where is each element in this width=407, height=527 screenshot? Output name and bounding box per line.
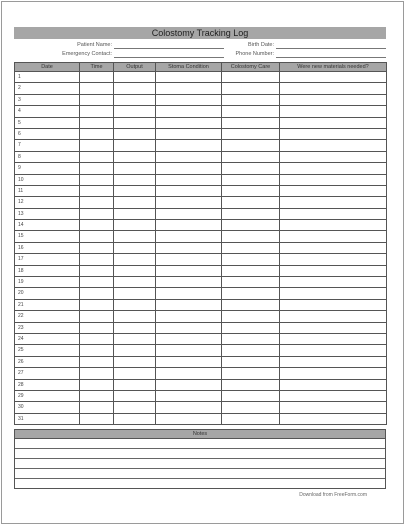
stoma-condition-cell[interactable]: [156, 185, 222, 196]
new-materials-cell[interactable]: [280, 413, 387, 424]
stoma-condition-cell[interactable]: [156, 311, 222, 322]
table-row: [15, 299, 387, 310]
emergency-contact-label: Emergency Contact:: [62, 51, 112, 57]
time-cell[interactable]: [80, 368, 114, 379]
table-row: [15, 311, 387, 322]
new-materials-cell[interactable]: [280, 94, 387, 105]
table-row: [15, 254, 387, 265]
time-cell[interactable]: [80, 140, 114, 151]
table-row: [15, 94, 387, 105]
new-materials-cell[interactable]: [280, 254, 387, 265]
day-number: 10: [18, 176, 24, 183]
notes-line: [15, 448, 385, 449]
colostomy-care-cell[interactable]: [222, 322, 280, 333]
date-cell[interactable]: [15, 356, 80, 367]
birth-date-label: Birth Date:: [248, 42, 274, 48]
time-cell[interactable]: [80, 277, 114, 288]
table-row: [15, 277, 387, 288]
time-cell[interactable]: [80, 106, 114, 117]
new-materials-cell[interactable]: [280, 299, 387, 310]
date-cell[interactable]: [15, 333, 80, 344]
time-cell[interactable]: [80, 413, 114, 424]
time-cell[interactable]: [80, 220, 114, 231]
colostomy-care-cell[interactable]: [222, 208, 280, 219]
colostomy-care-cell[interactable]: [222, 140, 280, 151]
table-row: [15, 106, 387, 117]
notes-line: [15, 468, 385, 469]
colostomy-care-cell[interactable]: [222, 254, 280, 265]
stoma-condition-cell[interactable]: [156, 322, 222, 333]
output-cell[interactable]: [114, 322, 156, 333]
patient-name-label: Patient Name:: [77, 42, 112, 48]
birth-date-field[interactable]: [276, 41, 386, 49]
colostomy-care-cell[interactable]: [222, 277, 280, 288]
table-row: [15, 345, 387, 356]
table-row: [15, 288, 387, 299]
colostomy-care-cell[interactable]: [222, 379, 280, 390]
output-cell[interactable]: [114, 254, 156, 265]
output-cell[interactable]: [114, 311, 156, 322]
table-header-row: [15, 63, 387, 72]
colostomy-care-cell[interactable]: [222, 402, 280, 413]
column-header-stoma-condition: Stoma Condition: [156, 63, 222, 72]
time-cell[interactable]: [80, 333, 114, 344]
date-cell[interactable]: [15, 390, 80, 401]
new-materials-cell[interactable]: [280, 151, 387, 162]
date-cell[interactable]: [15, 402, 80, 413]
new-materials-cell[interactable]: [280, 128, 387, 139]
colostomy-care-cell[interactable]: [222, 106, 280, 117]
day-number: 15: [18, 233, 24, 240]
date-cell[interactable]: [15, 311, 80, 322]
colostomy-care-cell[interactable]: [222, 265, 280, 276]
table-row: [15, 185, 387, 196]
time-cell[interactable]: [80, 379, 114, 390]
time-cell[interactable]: [80, 117, 114, 128]
day-number: 4: [18, 108, 21, 115]
output-cell[interactable]: [114, 117, 156, 128]
stoma-condition-cell[interactable]: [156, 390, 222, 401]
info-row-2: [14, 50, 386, 59]
stoma-condition-cell[interactable]: [156, 231, 222, 242]
output-cell[interactable]: [114, 197, 156, 208]
date-cell[interactable]: [15, 322, 80, 333]
date-cell[interactable]: [15, 220, 80, 231]
date-cell[interactable]: [15, 72, 80, 83]
day-number: 9: [18, 165, 21, 172]
time-cell[interactable]: [80, 356, 114, 367]
stoma-condition-cell[interactable]: [156, 174, 222, 185]
stoma-condition-cell[interactable]: [156, 151, 222, 162]
time-cell[interactable]: [80, 128, 114, 139]
time-cell[interactable]: [80, 174, 114, 185]
day-number: 20: [18, 290, 24, 297]
stoma-condition-cell[interactable]: [156, 299, 222, 310]
day-number: 16: [18, 244, 24, 251]
date-cell[interactable]: [15, 208, 80, 219]
day-number: 2: [18, 85, 21, 92]
stoma-condition-cell[interactable]: [156, 140, 222, 151]
new-materials-cell[interactable]: [280, 402, 387, 413]
time-cell[interactable]: [80, 94, 114, 105]
stoma-condition-cell[interactable]: [156, 117, 222, 128]
new-materials-cell[interactable]: [280, 220, 387, 231]
time-cell[interactable]: [80, 185, 114, 196]
date-cell[interactable]: [15, 83, 80, 94]
stoma-condition-cell[interactable]: [156, 197, 222, 208]
output-cell[interactable]: [114, 413, 156, 424]
notes-area[interactable]: [14, 439, 386, 489]
day-number: 7: [18, 142, 21, 149]
table-row: [15, 83, 387, 94]
colostomy-care-cell[interactable]: [222, 174, 280, 185]
date-cell[interactable]: [15, 242, 80, 253]
day-number: 30: [18, 404, 24, 411]
day-number: 27: [18, 370, 24, 377]
date-cell[interactable]: [15, 299, 80, 310]
output-cell[interactable]: [114, 208, 156, 219]
new-materials-cell[interactable]: [280, 72, 387, 83]
new-materials-cell[interactable]: [280, 106, 387, 117]
new-materials-cell[interactable]: [280, 185, 387, 196]
colostomy-care-cell[interactable]: [222, 94, 280, 105]
colostomy-care-cell[interactable]: [222, 356, 280, 367]
output-cell[interactable]: [114, 345, 156, 356]
table-row: [15, 379, 387, 390]
stoma-condition-cell[interactable]: [156, 333, 222, 344]
table-row: [15, 174, 387, 185]
table-row: [15, 117, 387, 128]
colostomy-care-cell[interactable]: [222, 311, 280, 322]
time-cell[interactable]: [80, 197, 114, 208]
time-cell[interactable]: [80, 311, 114, 322]
new-materials-cell[interactable]: [280, 117, 387, 128]
date-cell[interactable]: [15, 106, 80, 117]
table-body: [15, 72, 387, 425]
colostomy-care-cell[interactable]: [222, 72, 280, 83]
colostomy-care-cell[interactable]: [222, 288, 280, 299]
day-number: 29: [18, 392, 24, 399]
stoma-condition-cell[interactable]: [156, 163, 222, 174]
phone-number-label: Phone Number:: [235, 51, 274, 57]
output-cell[interactable]: [114, 163, 156, 174]
time-cell[interactable]: [80, 402, 114, 413]
colostomy-care-cell[interactable]: [222, 163, 280, 174]
date-cell[interactable]: [15, 151, 80, 162]
colostomy-care-cell[interactable]: [222, 128, 280, 139]
output-cell[interactable]: [114, 94, 156, 105]
new-materials-cell[interactable]: [280, 208, 387, 219]
output-cell[interactable]: [114, 265, 156, 276]
new-materials-cell[interactable]: [280, 379, 387, 390]
day-number: 19: [18, 279, 24, 286]
time-cell[interactable]: [80, 390, 114, 401]
stoma-condition-cell[interactable]: [156, 379, 222, 390]
column-header-date: Date: [15, 63, 80, 72]
table-row: [15, 208, 387, 219]
table-row: [15, 265, 387, 276]
table-row: [15, 140, 387, 151]
output-cell[interactable]: [114, 333, 156, 344]
new-materials-cell[interactable]: [280, 242, 387, 253]
stoma-condition-cell[interactable]: [156, 72, 222, 83]
time-cell[interactable]: [80, 163, 114, 174]
time-cell[interactable]: [80, 72, 114, 83]
date-cell[interactable]: [15, 174, 80, 185]
colostomy-care-cell[interactable]: [222, 151, 280, 162]
new-materials-cell[interactable]: [280, 322, 387, 333]
output-cell[interactable]: [114, 368, 156, 379]
info-row-1: [14, 41, 386, 50]
day-number: 5: [18, 119, 21, 126]
stoma-condition-cell[interactable]: [156, 208, 222, 219]
notes-line: [15, 478, 385, 479]
time-cell[interactable]: [80, 299, 114, 310]
table-row: [15, 72, 387, 83]
time-cell[interactable]: [80, 83, 114, 94]
day-number: 26: [18, 358, 24, 365]
notes-header: Notes: [14, 429, 386, 439]
date-cell[interactable]: [15, 345, 80, 356]
stoma-condition-cell[interactable]: [156, 356, 222, 367]
date-cell[interactable]: [15, 117, 80, 128]
day-number: 28: [18, 381, 24, 388]
day-number: 22: [18, 313, 24, 320]
colostomy-care-cell[interactable]: [222, 185, 280, 196]
date-cell[interactable]: [15, 231, 80, 242]
day-number: 14: [18, 222, 24, 229]
output-cell[interactable]: [114, 174, 156, 185]
new-materials-cell[interactable]: [280, 368, 387, 379]
day-number: 11: [18, 187, 24, 194]
table-row: [15, 151, 387, 162]
new-materials-cell[interactable]: [280, 288, 387, 299]
day-number: 21: [18, 301, 24, 308]
footer-credit: Download from FreeForm.com: [299, 492, 367, 498]
tracking-log-table: [14, 62, 387, 425]
date-cell[interactable]: [15, 94, 80, 105]
new-materials-cell[interactable]: [280, 390, 387, 401]
stoma-condition-cell[interactable]: [156, 83, 222, 94]
date-cell[interactable]: [15, 413, 80, 424]
colostomy-care-cell[interactable]: [222, 333, 280, 344]
table-row: [15, 322, 387, 333]
column-header-new-materials: Were new materials needed?: [280, 63, 387, 72]
time-cell[interactable]: [80, 322, 114, 333]
new-materials-cell[interactable]: [280, 311, 387, 322]
stoma-condition-cell[interactable]: [156, 402, 222, 413]
colostomy-care-cell[interactable]: [222, 242, 280, 253]
stoma-condition-cell[interactable]: [156, 220, 222, 231]
table-row: [15, 390, 387, 401]
output-cell[interactable]: [114, 128, 156, 139]
output-cell[interactable]: [114, 106, 156, 117]
output-cell[interactable]: [114, 356, 156, 367]
day-number: 6: [18, 130, 21, 137]
date-cell[interactable]: [15, 140, 80, 151]
column-header-colostomy-care: Colostomy Care: [222, 63, 280, 72]
day-number: 31: [18, 415, 24, 422]
time-cell[interactable]: [80, 254, 114, 265]
date-cell[interactable]: [15, 265, 80, 276]
stoma-condition-cell[interactable]: [156, 106, 222, 117]
output-cell[interactable]: [114, 185, 156, 196]
stoma-condition-cell[interactable]: [156, 128, 222, 139]
output-cell[interactable]: [114, 151, 156, 162]
notes-line: [15, 458, 385, 459]
colostomy-care-cell[interactable]: [222, 231, 280, 242]
table-row: [15, 231, 387, 242]
time-cell[interactable]: [80, 288, 114, 299]
stoma-condition-cell[interactable]: [156, 242, 222, 253]
table-row: [15, 368, 387, 379]
output-cell[interactable]: [114, 299, 156, 310]
day-number: 17: [18, 256, 24, 263]
new-materials-cell[interactable]: [280, 83, 387, 94]
stoma-condition-cell[interactable]: [156, 94, 222, 105]
output-cell[interactable]: [114, 220, 156, 231]
output-cell[interactable]: [114, 140, 156, 151]
day-number: 13: [18, 210, 24, 217]
colostomy-care-cell[interactable]: [222, 390, 280, 401]
new-materials-cell[interactable]: [280, 333, 387, 344]
date-cell[interactable]: [15, 185, 80, 196]
new-materials-cell[interactable]: [280, 231, 387, 242]
table-row: [15, 333, 387, 344]
phone-number-field[interactable]: [276, 50, 386, 58]
output-cell[interactable]: [114, 231, 156, 242]
stoma-condition-cell[interactable]: [156, 413, 222, 424]
colostomy-care-cell[interactable]: [222, 345, 280, 356]
output-cell[interactable]: [114, 83, 156, 94]
day-number: 8: [18, 153, 21, 160]
new-materials-cell[interactable]: [280, 174, 387, 185]
date-cell[interactable]: [15, 254, 80, 265]
time-cell[interactable]: [80, 208, 114, 219]
new-materials-cell[interactable]: [280, 345, 387, 356]
log-title: Colostomy Tracking Log: [14, 27, 386, 39]
table-row: [15, 356, 387, 367]
day-number: 25: [18, 347, 24, 354]
colostomy-care-cell[interactable]: [222, 413, 280, 424]
date-cell[interactable]: [15, 197, 80, 208]
new-materials-cell[interactable]: [280, 140, 387, 151]
day-number: 12: [18, 199, 24, 206]
day-number: 3: [18, 96, 21, 103]
colostomy-care-cell[interactable]: [222, 83, 280, 94]
table-row: [15, 220, 387, 231]
colostomy-care-cell[interactable]: [222, 368, 280, 379]
output-cell[interactable]: [114, 277, 156, 288]
time-cell[interactable]: [80, 265, 114, 276]
date-cell[interactable]: [15, 368, 80, 379]
day-number: 23: [18, 324, 24, 331]
output-cell[interactable]: [114, 379, 156, 390]
day-number: 18: [18, 267, 24, 274]
new-materials-cell[interactable]: [280, 277, 387, 288]
table-row: [15, 163, 387, 174]
colostomy-care-cell[interactable]: [222, 197, 280, 208]
time-cell[interactable]: [80, 242, 114, 253]
output-cell[interactable]: [114, 390, 156, 401]
table-row: [15, 128, 387, 139]
output-cell[interactable]: [114, 288, 156, 299]
stoma-condition-cell[interactable]: [156, 345, 222, 356]
output-cell[interactable]: [114, 72, 156, 83]
table-row: [15, 242, 387, 253]
date-cell[interactable]: [15, 128, 80, 139]
stoma-condition-cell[interactable]: [156, 368, 222, 379]
date-cell[interactable]: [15, 379, 80, 390]
new-materials-cell[interactable]: [280, 163, 387, 174]
colostomy-care-cell[interactable]: [222, 117, 280, 128]
colostomy-care-cell[interactable]: [222, 299, 280, 310]
column-header-output: Output: [114, 63, 156, 72]
column-header-time: Time: [80, 63, 114, 72]
day-number: 1: [18, 74, 21, 80]
stoma-condition-cell[interactable]: [156, 265, 222, 276]
date-cell[interactable]: [15, 277, 80, 288]
stoma-condition-cell[interactable]: [156, 277, 222, 288]
table-row: [15, 197, 387, 208]
date-cell[interactable]: [15, 288, 80, 299]
stoma-condition-cell[interactable]: [156, 288, 222, 299]
table-row: [15, 413, 387, 424]
time-cell[interactable]: [80, 231, 114, 242]
table-row: [15, 402, 387, 413]
stoma-condition-cell[interactable]: [156, 254, 222, 265]
time-cell[interactable]: [80, 151, 114, 162]
new-materials-cell[interactable]: [280, 356, 387, 367]
new-materials-cell[interactable]: [280, 197, 387, 208]
colostomy-care-cell[interactable]: [222, 220, 280, 231]
day-number: 24: [18, 335, 24, 342]
new-materials-cell[interactable]: [280, 265, 387, 276]
output-cell[interactable]: [114, 402, 156, 413]
date-cell[interactable]: [15, 163, 80, 174]
output-cell[interactable]: [114, 242, 156, 253]
time-cell[interactable]: [80, 345, 114, 356]
